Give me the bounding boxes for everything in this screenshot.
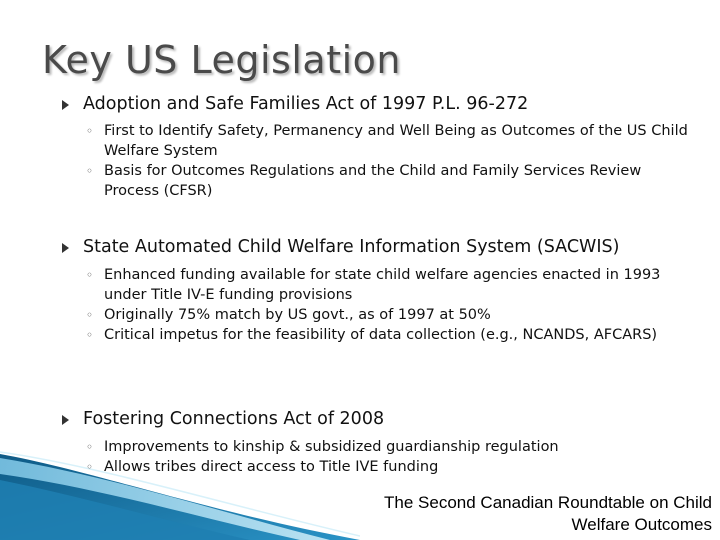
bullet-heading: Fostering Connections Act of 2008 bbox=[83, 409, 385, 429]
bullet-fostering-connections bbox=[62, 409, 384, 429]
arrow-bullet-icon bbox=[62, 243, 69, 253]
list-item: ◦ Improvements to kinship & subsidized guardianship regulation bbox=[86, 439, 559, 455]
footer-line: The Second Canadian Roundtable on Child bbox=[384, 493, 712, 512]
slide-title: Key US Legislation bbox=[42, 38, 401, 82]
bullet-sacwis bbox=[62, 237, 619, 257]
list-item: ◦ Basis for Outcomes Regulations and the Child and Family Services Review Process (CFSR) bbox=[86, 163, 642, 199]
footer-line: Welfare Outcomes bbox=[571, 515, 712, 534]
circle-bullet-icon: ◦ bbox=[86, 440, 94, 454]
circle-bullet-icon: ◦ bbox=[86, 328, 94, 342]
bullet-heading: State Automated Child Welfare Information System (SACWIS) bbox=[83, 237, 620, 257]
list-item: ◦ Enhanced funding available for state child welfare agencies enacted in 1993 under Title IV-E funding provisions bbox=[86, 267, 661, 303]
sub-list-asfa bbox=[86, 121, 696, 201]
footer-caption bbox=[384, 492, 712, 536]
list-item: ◦ Allows tribes direct access to Title IVE funding bbox=[86, 459, 439, 475]
circle-bullet-icon: ◦ bbox=[86, 308, 94, 322]
circle-bullet-icon: ◦ bbox=[86, 124, 94, 138]
arrow-bullet-icon bbox=[62, 415, 69, 425]
circle-bullet-icon: ◦ bbox=[86, 164, 94, 178]
list-item: ◦ First to Identify Safety, Permanency and Well Being as Outcomes of the US Child Welfare System bbox=[86, 123, 688, 159]
sub-list-sacwis bbox=[86, 265, 696, 345]
bullet-asfa bbox=[62, 94, 528, 114]
list-item: ◦ Originally 75% match by US govt., as of 1997 at 50% bbox=[86, 307, 491, 323]
list-item: ◦ Critical impetus for the feasibility of data collection (e.g., NCANDS, AFCARS) bbox=[86, 327, 658, 343]
sub-list-fostering bbox=[86, 437, 696, 477]
circle-bullet-icon: ◦ bbox=[86, 460, 94, 474]
circle-bullet-icon: ◦ bbox=[86, 268, 94, 282]
bullet-heading: Adoption and Safe Families Act of 1997 P.L. 96-272 bbox=[83, 94, 529, 114]
arrow-bullet-icon bbox=[62, 100, 69, 110]
